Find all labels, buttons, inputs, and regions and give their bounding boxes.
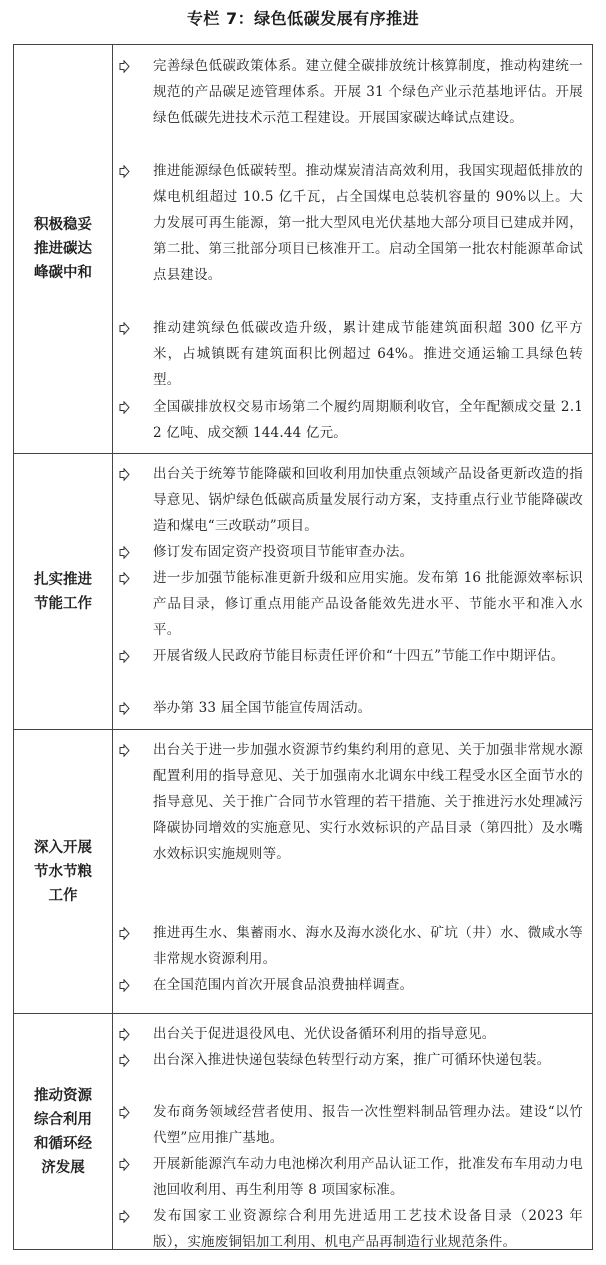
- column-table: [13, 44, 593, 1250]
- row-content: 出台关于进一步加强水资源节约集约利用的意见、关于加强非常规水源配置利用的指导意见、关于加强南水北调东中线工程受水区全面节水的指导意见、关于推广合同节水管理的若干措施、关于推进污水处理减污降碳协同增效的实施意见、实行水效标识的产品目录（第四批）及水嘴水效标识实施规则等。 推进再生水、集蓄雨水、海水及海水淡化水、矿坑（井）水、微咸水等非常规水资源利用。 在全国范围内首次开展食品浪费抽样调查。: [113, 730, 592, 1013]
- page-title: 专栏 7：绿色低碳发展有序推进: [186, 9, 420, 28]
- arrow-bullet-icon: [119, 702, 130, 715]
- arrow-bullet-icon: [119, 1054, 130, 1067]
- arrow-bullet-icon: [119, 165, 130, 178]
- arrow-bullet-icon: [119, 927, 130, 940]
- arrow-bullet-icon: [119, 979, 130, 992]
- row-label: 推动资源综合利用和循环经济发展: [14, 1014, 113, 1249]
- arrow-bullet-icon: [119, 650, 130, 663]
- arrow-bullet-icon: [119, 401, 130, 414]
- row-label: 扎实推进节能工作: [14, 454, 113, 729]
- arrow-bullet-icon: [119, 468, 130, 481]
- row-content: 完善绿色低碳政策体系。建立健全碳排放统计核算制度，推动构建统一规范的产品碳足迹管理体系。开展 31 个绿色产业示范基地评估。开展绿色低碳先进技术示范工程建设。开展国家碳达峰试点建设。 推进能源绿色低碳转型。推动煤炭清洁高效利用，我国实现超低排放的煤电机组超过 10.5 亿千瓦，占全国煤电总装机容量的 90%以上。大力发展可再生能源，第一批大型风电光伏基地大部分项目已建成并网，第二批、第三批部分项目已核准开工。启动全国第一批农村能源革命试点县建设。 推动建筑绿色低碳改造升级，累计建成节能建筑面积超 300 亿平方米，占城镇既有建筑面积比例超过 64%。推进交通运输工具绿色转型。 全国碳排放权交易市场第二个履约周期顺利收官，全年配额成交量 2.12 亿吨、成交额 144.44 亿元。: [113, 45, 592, 453]
- row-content: 出台关于统筹节能降碳和回收利用加快重点领域产品设备更新改造的指导意见、锅炉绿色低碳高质量发展行动方案，支持重点行业节能降碳改造和煤电“三改联动”项目。 修订发布固定资产投资项目节能审查办法。 进一步加强节能标准更新升级和应用实施。发布第 16 批能源效率标识产品目录，修订重点用能产品设备能效先进水平、节能水平和准入水平。 开展省级人民政府节能目标责任评价和“十四五”节能工作中期评估。 举办第 33 届全国节能宣传周活动。: [113, 454, 592, 729]
- row-content: 出台关于促进退役风电、光伏设备循环利用的指导意见。 出台深入推进快递包装绿色转型行动方案，推广可循环快递包装。 发布商务领域经营者使用、报告一次性塑料制品管理办法。建设“以竹代塑”应用推广基地。 开展新能源汽车动力电池梯次利用产品认证工作，批准发布车用动力电池回收利用、再生利用等 8 项国家标准。 发布国家工业资源综合利用先进适用工艺技术设备目录（2023 年版），实施废铜铝加工利用、机电产品再制造行业规范条件。: [113, 1014, 592, 1249]
- arrow-bullet-icon: [119, 322, 130, 335]
- table-row: [14, 454, 592, 730]
- arrow-bullet-icon: [119, 744, 130, 757]
- arrow-bullet-icon: [119, 1028, 130, 1041]
- table-row: [14, 730, 592, 1014]
- row-label: 深入开展节水节粮工作: [14, 730, 113, 1013]
- arrow-bullet-icon: [119, 572, 130, 585]
- arrow-bullet-icon: [119, 546, 130, 559]
- row-label: 积极稳妥推进碳达峰碳中和: [14, 45, 113, 453]
- arrow-bullet-icon: [119, 1106, 130, 1119]
- arrow-bullet-icon: [119, 1158, 130, 1171]
- table-row: [14, 45, 592, 454]
- arrow-bullet-icon: [119, 1210, 130, 1223]
- arrow-bullet-icon: [119, 60, 130, 73]
- table-row: [14, 1014, 592, 1249]
